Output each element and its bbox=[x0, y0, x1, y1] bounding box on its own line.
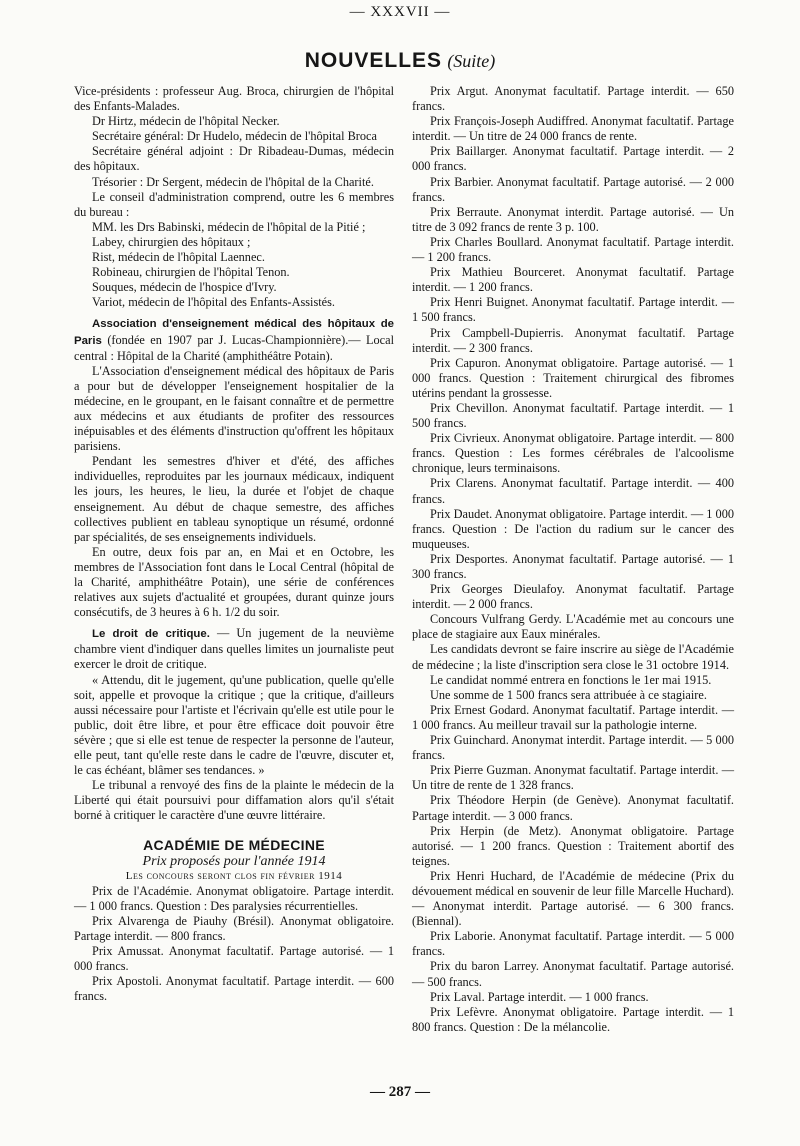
prize-entry: Prix Guinchard. Anonymat interdit. Partage interdit. — 5 000 francs. bbox=[412, 733, 734, 763]
page-title bbox=[0, 48, 800, 73]
prize-entry: Prix Barbier. Anonymat facultatif. Partage autorisé. — 2 000 francs. bbox=[412, 174, 734, 204]
paragraph bbox=[74, 316, 394, 363]
paragraph: Le conseil d'administration comprend, outre les 6 membres du bureau : bbox=[74, 189, 394, 219]
prize-entry: Prix Chevillon. Anonymat facultatif. Partage interdit. — 1 500 francs. bbox=[412, 400, 734, 431]
paragraph: Dr Hirtz, médecin de l'hôpital Necker. bbox=[92, 114, 280, 129]
paragraph: Vice-présidents : professeur Aug. Broca, chirurgien de l'hôpital des Enfants-Malades. bbox=[74, 84, 394, 114]
paragraph: Souques, médecin de l'hospice d'Ivry. bbox=[92, 280, 277, 295]
prize-entry: Prix Henri Buignet. Anonymat facultatif. Partage interdit. — 1 500 francs. bbox=[412, 295, 734, 325]
prize-entry: Prix François-Joseph Audiffred. Anonymat facultatif. Partage interdit. — Un titre de 24 000 francs de rente. bbox=[412, 114, 734, 144]
paragraph: Labey, chirurgien des hôpitaux ; bbox=[92, 234, 251, 249]
paragraph: MM. les Drs Babinski, médecin de l'hôpital de la Pitié ; bbox=[92, 219, 366, 234]
paragraph: Rist, médecin de l'hôpital Laennec. bbox=[92, 250, 265, 265]
prize-entry: Prix Henri Huchard, de l'Académie de médecine (Prix du dévouement médical en souvenir de leur fille Marcelle Huchard). — Anonymat interdit. Partage autorisé. — 6 300 francs. (Biennal). bbox=[412, 868, 734, 929]
paragraph: Secrétaire général: Dr Hudelo, médecin de l'hôpital Broca bbox=[92, 129, 377, 144]
paragraph: Le candidat nommé entrera en fonctions le 1er mai 1915. bbox=[430, 672, 712, 687]
paragraph: En outre, deux fois par an, en Mai et en Octobre, les membres de l'Association font dans le Local Central (hôpital de la Charité, amphithéâtre Potain), une série de conférences relatives aux sujets d'actualité et groupées, durant quinze jours consécutifs, de 3 heures à 6 h. 1/2 du soir. bbox=[74, 544, 394, 620]
paragraph: Trésorier : Dr Sergent, médecin de l'hôpital de la Charité. bbox=[92, 174, 374, 189]
prize-entry: Prix Georges Dieulafoy. Anonymat facultatif. Partage interdit. — 2 000 francs. bbox=[412, 582, 734, 612]
prize-entry: Prix Pierre Guzman. Anonymat facultatif. Partage interdit. — Un titre de rente de 1 328 francs. bbox=[412, 763, 734, 793]
prize-entry: Prix de l'Académie. Anonymat obligatoire. Partage interdit. — 1 000 francs. Question : Des paralysies récurrentielles. bbox=[74, 883, 394, 913]
prize-entry: Prix Desportes. Anonymat facultatif. Partage autorisé. — 1 300 francs. bbox=[412, 551, 734, 581]
prize-entry: Prix Théodore Herpin (de Genève). Anonymat facultatif. Partage interdit. — 3 000 francs. bbox=[412, 793, 734, 823]
section-heading: Association d'enseignement médical des hôpitaux de Paris bbox=[74, 318, 394, 347]
paragraph-text: (fondée en 1907 par J. Lucas-Championnière).— Local central : Hôpital de la Charité (amphithéâtre Potain). bbox=[74, 332, 394, 363]
prize-entry: Prix Baillarger. Anonymat facultatif. Partage interdit. — 2 000 francs. bbox=[412, 144, 734, 174]
prize-entry: Prix Apostoli. Anonymat facultatif. Partage interdit. — 600 francs. bbox=[74, 974, 394, 1004]
prize-entry: Prix Campbell-Dupierris. Anonymat facultatif. Partage interdit. — 2 300 francs. bbox=[412, 325, 734, 355]
section-heading: Le droit de critique. bbox=[92, 628, 210, 641]
paragraph: Variot, médecin de l'hôpital des Enfants-Assistés. bbox=[92, 295, 335, 310]
prize-entry: Prix Argut. Anonymat facultatif. Partage interdit. — 650 francs. bbox=[412, 84, 734, 114]
prize-entry: Prix Charles Boullard. Anonymat facultatif. Partage interdit. — 1 200 francs. bbox=[412, 234, 734, 265]
right-column bbox=[412, 84, 734, 1035]
paragraph-text: — Un jugement de la neuvième chambre vient d'indiquer dans quelles limites un journaliste peut exercer le droit de critique. bbox=[74, 626, 394, 672]
prize-entry: Prix Lefèvre. Anonymat obligatoire. Partage interdit. — 1 800 francs. Question : De la mélancolie. bbox=[412, 1004, 734, 1034]
paragraph: Le tribunal a renvoyé des fins de la plainte le médecin de la Liberté qui était poursuivi pour diffamation alors qu'il s'était borné à critiquer le caractère d'une œuvre littéraire. bbox=[74, 778, 394, 823]
prize-entry: Prix Mathieu Bourceret. Anonymat facultatif. Partage interdit. — 1 200 francs. bbox=[412, 265, 734, 295]
title-text: NOUVELLES bbox=[304, 49, 443, 72]
paragraph: Les candidats devront se faire inscrire au siège de l'Académie de médecine ; la liste d'inscription sera close le 31 octobre 1914. bbox=[412, 642, 734, 672]
section-note: Les concours seront clos fin février 1914 bbox=[125, 869, 343, 882]
prize-entry: Prix Civrieux. Anonymat obligatoire. Partage interdit. — 800 francs. Question : Les formes cérébrales de l'alcoolisme chronique, leurs terminaisons. bbox=[412, 431, 734, 476]
left-column bbox=[74, 84, 394, 1005]
prize-entry: Prix Berraute. Anonymat interdit. Partage autorisé. — Un titre de 3 092 francs de rente 3 p. 100. bbox=[412, 204, 734, 234]
prize-entry: Prix du baron Larrey. Anonymat facultatif. Partage autorisé. — 500 francs. bbox=[412, 959, 734, 989]
prize-entry: Concours Vulfrang Gerdy. L'Académie met au concours une place de stagiaire aux Eaux minérales. bbox=[412, 612, 734, 642]
prize-entry: Prix Herpin (de Metz). Anonymat obligatoire. Partage autorisé. — 1 200 francs. Question : Traitement abortif des teignes. bbox=[412, 823, 734, 868]
paragraph bbox=[74, 626, 394, 672]
paragraph: Secrétaire général adjoint : Dr Ribadeau-Dumas, médecin des hôpitaux. bbox=[74, 144, 394, 174]
section-subtitle: Prix proposés pour l'année 1914 bbox=[142, 853, 326, 869]
prize-entry: Prix Laval. Partage interdit. — 1 000 francs. bbox=[430, 989, 649, 1004]
prize-entry: Prix Amussat. Anonymat facultatif. Partage autorisé. — 1 000 francs. bbox=[74, 944, 394, 974]
title-suite: (Suite) bbox=[447, 51, 496, 71]
section-title: ACADÉMIE DE MÉDECINE bbox=[143, 836, 325, 853]
paragraph: « Attendu, dit le jugement, qu'une publication, quelle qu'elle soit, appelle et provoque la critique ; que la critique, d'ailleurs aussi nécessaire pour l'artiste et l'écrivain qu'elle est utile pour le public, doit être libre, et pour être efficace doit pouvoir être sévère ; que si elle est tenue de respecter la personne de l'auteur, elle peut, tant qu'elle reste dans le cadre de l'œuvre, discuter et, le cas échéant, blâmer ses tendances. » bbox=[74, 672, 394, 778]
page-number: — 287 — bbox=[370, 1084, 430, 1100]
prize-entry: Prix Daudet. Anonymat obligatoire. Partage interdit. — 1 000 francs. Question : De l'action du radium sur le cancer des muqueuses. bbox=[412, 506, 734, 551]
prize-entry: Prix Ernest Godard. Anonymat facultatif. Partage interdit. — 1 000 francs. Au meilleur travail sur la pathologie interne. bbox=[412, 702, 734, 732]
page-roman-numeral: — XXXVII — bbox=[349, 4, 451, 20]
paragraph: Une somme de 1 500 francs sera attribuée à ce stagiaire. bbox=[430, 687, 707, 702]
prize-entry: Prix Clarens. Anonymat facultatif. Partage interdit. — 400 francs. bbox=[412, 476, 734, 506]
prize-entry: Prix Alvarenga de Piauhy (Brésil). Anonymat obligatoire. Partage interdit. — 800 francs. bbox=[74, 913, 394, 944]
paragraph: L'Association d'enseignement médical des hôpitaux de Paris a pour but de développer l'enseignement hospitalier de la médecine, en le groupant, en le faisant connaître et de permettre aux médecins et aux étudiants de profiter des ressources inépuisables et des éléments d'instruction qu'offrent les hôpitaux parisiens. bbox=[74, 363, 394, 454]
paragraph: Robineau, chirurgien de l'hôpital Tenon. bbox=[92, 265, 290, 280]
paragraph: Pendant les semestres d'hiver et d'été, des affiches individuelles, reproduites par les journaux médicaux, indiquent les jours, les heures, le lieu, la durée et l'objet de chaque enseignement. Au début de chaque semestre, des affiches collectives publient en tableau synoptique un résumé, ordonné par spécialités, de ses enseignements individuels. bbox=[74, 454, 394, 544]
prize-entry: Prix Laborie. Anonymat facultatif. Partage interdit. — 5 000 francs. bbox=[412, 929, 734, 959]
prize-entry: Prix Capuron. Anonymat obligatoire. Partage autorisé. — 1 000 francs. Question : Traitement chirurgical des fibromes utérins pendant la grossesse. bbox=[412, 355, 734, 400]
